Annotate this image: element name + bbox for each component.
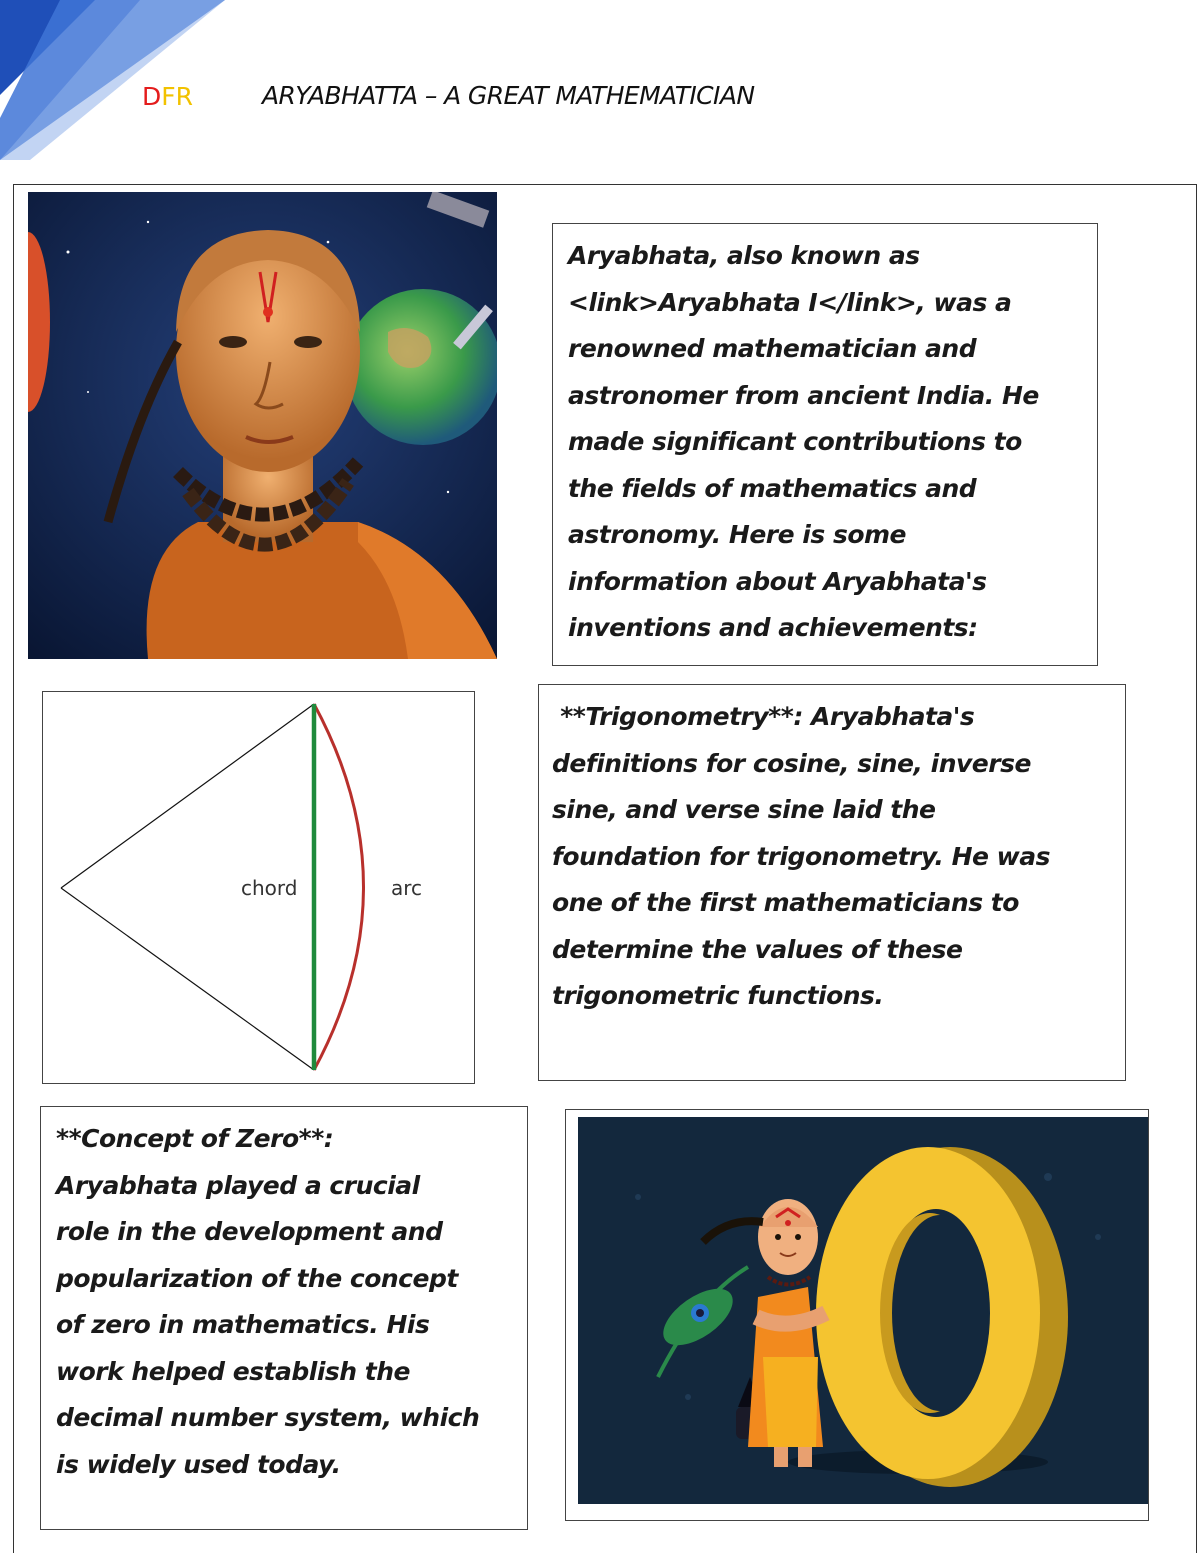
intro-line: <link>Aryabhata I</link>, was a (568, 287, 1012, 317)
page-header (142, 76, 755, 116)
dfr-logo (142, 82, 193, 111)
trig-line: one of the first mathematicians to (552, 888, 1019, 917)
zero-line: decimal number system, which (56, 1403, 480, 1432)
zero-line: role in the development and (56, 1217, 443, 1246)
intro-line: made significant contributions to (568, 427, 1022, 456)
intro-line: information about Aryabhata's (568, 566, 987, 596)
zero-line: work helped establish the (56, 1356, 410, 1386)
chord-arc-diagram (42, 691, 475, 1084)
zero-illustration-image (578, 1117, 1148, 1504)
trig-line: foundation for trigonometry. He was (552, 841, 1051, 871)
page-title: ARYABHATTA – A GREAT MATHEMATICIAN (262, 81, 755, 110)
zero-line: is widely used today. (56, 1449, 341, 1479)
intro-line: the fields of mathematics and (568, 473, 977, 503)
intro-line: inventions and achievements: (568, 613, 978, 642)
logo-letters-fr: FR (161, 81, 194, 111)
aryabhata-portrait-image (28, 192, 497, 659)
portrait-illustration-icon (28, 192, 497, 659)
zero-line: of zero in mathematics. His (56, 1310, 430, 1339)
trig-line: **Trigonometry**: Aryabhata's (552, 702, 975, 731)
chord-arc-diagram-icon (43, 692, 473, 1082)
trigonometry-text-box (538, 684, 1126, 1081)
intro-line: renowned mathematician and (568, 334, 977, 363)
trig-line: trigonometric functions. (552, 981, 884, 1010)
zero-line: Aryabhata played a crucial (56, 1170, 420, 1200)
trig-line: sine, and verse sine laid the (552, 795, 936, 824)
arc-label: arc (391, 876, 423, 900)
intro-line: astronomer from ancient India. He (568, 380, 1039, 410)
zero-line: popularization of the concept (56, 1263, 458, 1293)
trig-line: determine the values of these (552, 934, 963, 964)
zero-line: **Concept of Zero**: (56, 1124, 334, 1153)
intro-line: Aryabhata, also known as (568, 241, 920, 270)
intro-line: astronomy. Here is some (568, 520, 907, 549)
zero-concept-text-box (40, 1106, 528, 1530)
intro-text-box (552, 223, 1098, 666)
logo-letter-d: D (142, 81, 162, 111)
corner-decoration (0, 0, 240, 160)
trig-line: definitions for cosine, sine, inverse (552, 748, 1031, 778)
chord-label: chord (241, 876, 298, 900)
aryabhata-cartoon-with-zero-icon (578, 1117, 1148, 1504)
